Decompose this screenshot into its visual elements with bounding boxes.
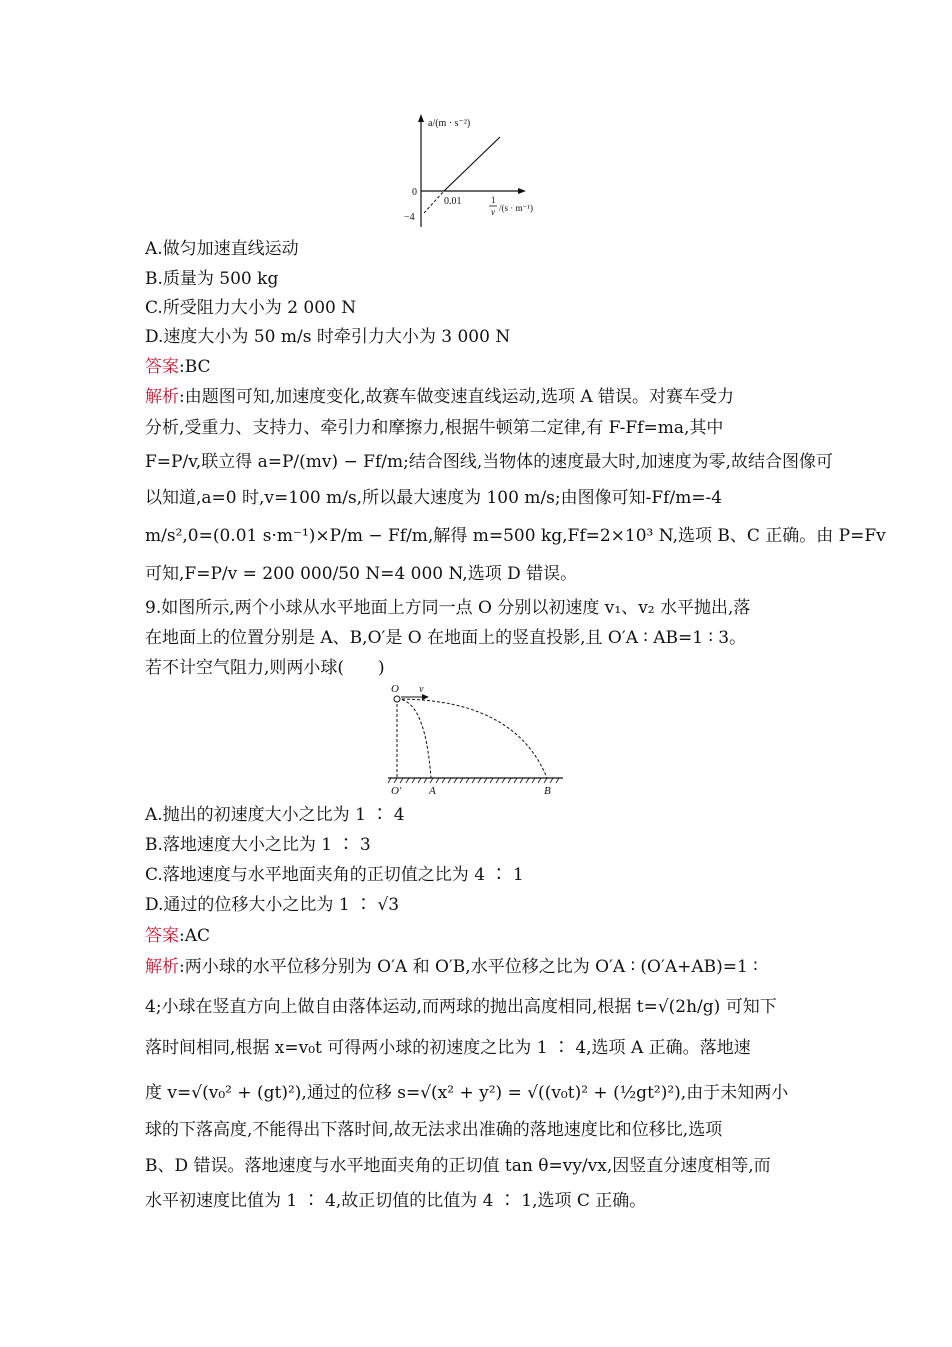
q8-analysis-line-3: F=P/v,联立得 a=P/(mv) − Ff/m;结合图线,当物体的速度最大时,加速度为零,故结合图像可 <box>145 452 834 472</box>
q9-analysis-line-3: 落时间相同,根据 x=v₀t 可得两小球的初速度之比为 1 ∶ 4,选项 A 正确。落地速 <box>145 1038 751 1058</box>
q9-answer-value: :AC <box>179 926 211 946</box>
q9-stem-line-3: 若不计空气阻力,则两小球( ) <box>145 658 385 678</box>
acceleration-graph <box>395 112 565 232</box>
q9-analysis-line-5: 球的下落高度,不能得出下落时间,故无法求出准确的落地速度比和位移比,选项 <box>145 1120 723 1140</box>
point-o-prime-label: O′ <box>391 785 402 797</box>
q8-answer-value: :BC <box>179 357 211 377</box>
q9-answer <box>145 925 210 947</box>
q8-analysis-label: 解析 <box>145 387 179 407</box>
q8-analysis-line-2: 分析,受重力、支持力、牵引力和摩擦力,根据牛顿第二定律,有 F-Ff=ma,其中 <box>145 418 724 438</box>
q9-analysis-line-2: 4;小球在竖直方向上做自由落体运动,而两球的抛出高度相同,根据 t=√(2h/g) 可知下 <box>145 997 777 1017</box>
q9-analysis-label: 解析 <box>145 957 179 977</box>
point-a-label: A <box>429 785 436 797</box>
point-b-label: B <box>544 785 551 797</box>
graph-y-tick: −4 <box>404 212 415 223</box>
q9-analysis-line-1 <box>145 956 758 978</box>
q9-option-c: C.落地速度与水平地面夹角的正切值之比为 4 ∶ 1 <box>145 865 524 885</box>
q8-option-d: D.速度大小为 50 m/s 时牵引力大小为 3 000 N <box>145 327 511 347</box>
q8-answer-label: 答案 <box>145 357 179 377</box>
graph-x-label-num: 1 <box>491 195 496 205</box>
q9-analysis-line-4: 度 v=√(v₀² + (gt)²),通过的位移 s=√(x² + y²) = √((v₀t)² + (½gt²)²),由于未知两小 <box>145 1083 789 1103</box>
q8-analysis-line-1 <box>145 386 734 408</box>
q9-option-a: A.抛出的初速度大小之比为 1 ∶ 4 <box>145 805 405 825</box>
graph-x-label-den: v <box>491 207 495 217</box>
velocity-label: v <box>419 684 424 695</box>
q9-stem-line-2: 在地面上的位置分别是 A、B,O′是 O 在地面上的竖直投影,且 O′A ∶ AB=1 ∶ 3。 <box>145 628 747 648</box>
projectile-figure <box>385 680 570 800</box>
q9-option-b: B.落地速度大小之比为 1 ∶ 3 <box>145 835 371 855</box>
q8-option-a: A.做匀加速直线运动 <box>145 239 299 259</box>
q9-answer-label: 答案 <box>145 926 179 946</box>
q8-answer <box>145 356 211 378</box>
graph-origin-label: 0 <box>412 187 417 198</box>
q9-analysis-text-1: :两小球的水平位移分别为 O′A 和 O′B,水平位移之比为 O′A ∶ (O′A+AB)=1 ∶ <box>179 957 758 977</box>
q8-analysis-line-5: m/s²,0=(0.01 s·m⁻¹)×P/m − Ff/m,解得 m=500 kg,Ff=2×10³ N,选项 B、C 正确。由 P=Fv <box>145 526 886 546</box>
q8-analysis-line-6: 可知,F=P/v = 200 000/50 N=4 000 N,选项 D 错误。 <box>145 564 578 584</box>
graph-x-label-unit: /(s · m⁻¹) <box>499 203 533 213</box>
q8-analysis-text-1: :由题图可知,加速度变化,故赛车做变速直线运动,选项 A 错误。对赛车受力 <box>179 387 735 407</box>
q8-option-b: B.质量为 500 kg <box>145 269 279 289</box>
q9-stem-line-1: 9.如图所示,两个小球从水平地面上方同一点 O 分别以初速度 v₁、v₂ 水平抛出,落 <box>145 598 751 618</box>
q9-analysis-line-6: B、D 错误。落地速度与水平地面夹角的正切值 tan θ=vy/vx,因竖直分速度相等,而 <box>145 1156 771 1176</box>
q8-option-c: C.所受阻力大小为 2 000 N <box>145 298 357 318</box>
point-o-label: O <box>391 683 399 695</box>
graph-y-label: a/(m · s⁻²) <box>428 118 471 129</box>
graph-x-tick: 0.01 <box>444 196 462 207</box>
q9-analysis-line-7: 水平初速度比值为 1 ∶ 4,故正切值的比值为 4 ∶ 1,选项 C 正确。 <box>145 1191 647 1211</box>
q9-option-d: D.通过的位移大小之比为 1 ∶ √3 <box>145 895 400 915</box>
q8-analysis-line-4: 以知道,a=0 时,v=100 m/s,所以最大速度为 100 m/s;由图像可知-Ff/m=-4 <box>145 488 723 508</box>
